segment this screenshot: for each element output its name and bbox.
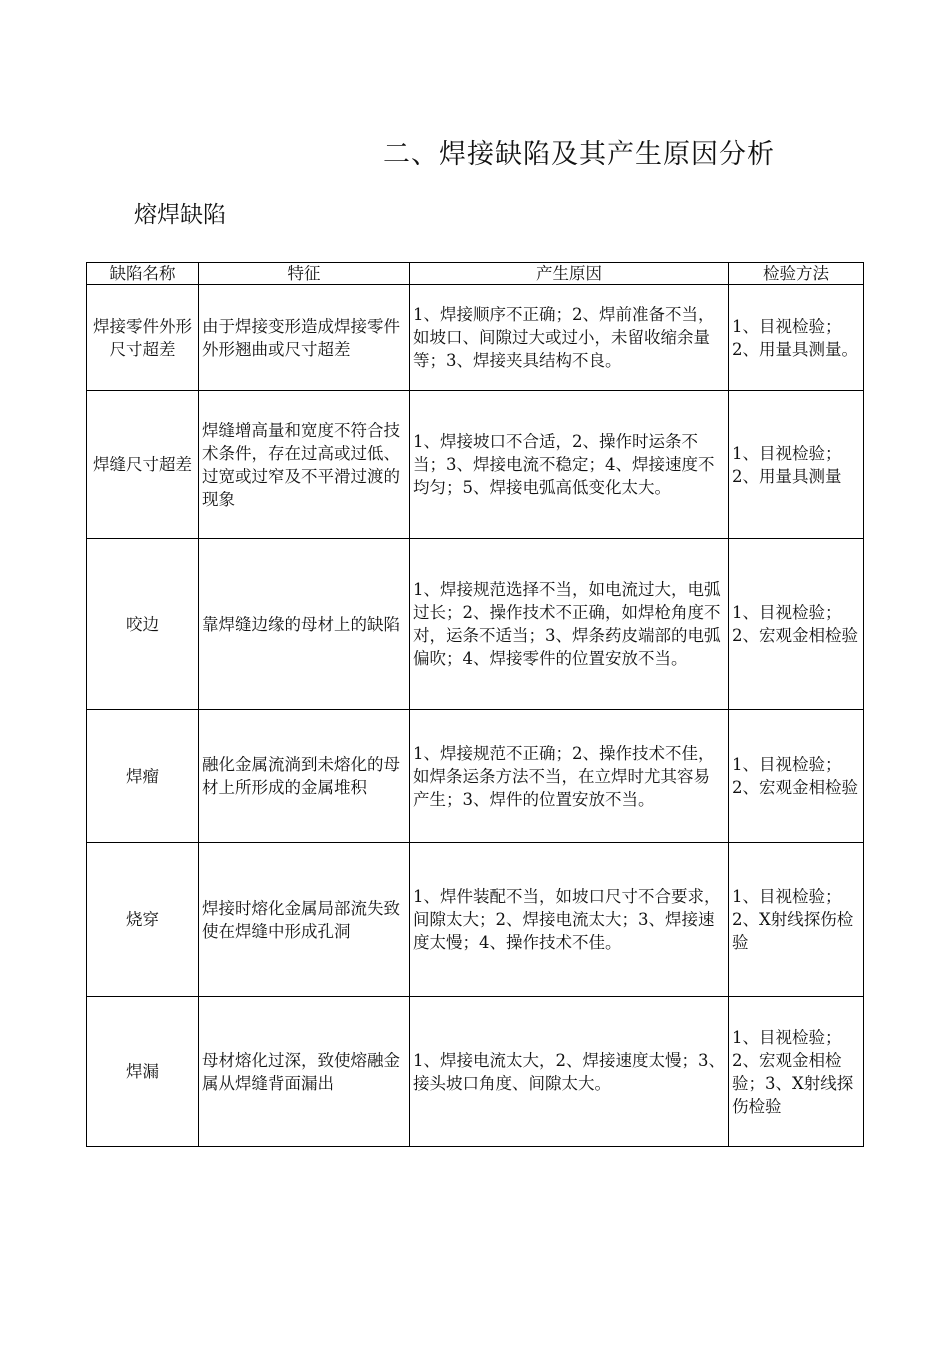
cell-defect-name: 焊漏 [87, 997, 199, 1147]
cell-feature: 融化金属流淌到未熔化的母材上所形成的金属堆积 [199, 710, 410, 843]
cell-feature: 靠焊缝边缘的母材上的缺陷 [199, 539, 410, 710]
cell-feature: 焊缝增高量和宽度不符合技术条件，存在过高或过低、过宽或过窄及不平滑过渡的现象 [199, 391, 410, 539]
table-row [87, 285, 864, 391]
table-row [87, 843, 864, 997]
cell-cause: 1、焊接规范选择不当，如电流过大，电弧过长；2、操作技术不正确，如焊枪角度不对，运条不适当；3、焊条药皮端部的电弧偏吹；4、焊接零件的位置安放不当。 [410, 539, 729, 710]
header-method: 检验方法 [729, 263, 864, 285]
cell-cause: 1、焊接电流太大，2、焊接速度太慢；3、接头坡口角度、间隙太大。 [410, 997, 729, 1147]
page-title: 二、焊接缺陷及其产生原因分析 [383, 139, 775, 170]
table-header-row [87, 263, 864, 285]
cell-cause: 1、焊接顺序不正确；2、焊前准备不当，如坡口、间隙过大或过小，未留收缩余量等；3、焊接夹具结构不良。 [410, 285, 729, 391]
table-row [87, 539, 864, 710]
cell-cause: 1、焊接坡口不合适，2、操作时运条不当；3、焊接电流不稳定；4、焊接速度不均匀；5、焊接电弧高低变化太大。 [410, 391, 729, 539]
cell-cause: 1、焊接规范不正确；2、操作技术不佳，如焊条运条方法不当，在立焊时尤其容易产生；3、焊件的位置安放不当。 [410, 710, 729, 843]
cell-method: 1、目视检验；2、用量具测量。 [729, 285, 864, 391]
cell-defect-name: 烧穿 [87, 843, 199, 997]
cell-cause: 1、焊件装配不当，如坡口尺寸不合要求，间隙太大；2、焊接电流太大；3、焊接速度太慢；4、操作技术不佳。 [410, 843, 729, 997]
cell-method: 1、目视检验；2、宏观金相检验；3、X射线探伤检验 [729, 997, 864, 1147]
table-row [87, 710, 864, 843]
cell-method: 1、目视检验；2、用量具测量 [729, 391, 864, 539]
cell-defect-name: 焊瘤 [87, 710, 199, 843]
header-cause: 产生原因 [410, 263, 729, 285]
cell-defect-name: 焊接零件外形尺寸超差 [87, 285, 199, 391]
section-subtitle: 熔焊缺陷 [134, 202, 226, 228]
cell-defect-name: 焊缝尺寸超差 [87, 391, 199, 539]
cell-defect-name: 咬边 [87, 539, 199, 710]
cell-method: 1、目视检验；2、宏观金相检验 [729, 539, 864, 710]
defect-table [86, 262, 864, 1147]
table-row [87, 391, 864, 539]
header-defect-name: 缺陷名称 [87, 263, 199, 285]
cell-feature: 由于焊接变形造成焊接零件外形翘曲或尺寸超差 [199, 285, 410, 391]
table-row [87, 997, 864, 1147]
cell-feature: 母材熔化过深，致使熔融金属从焊缝背面漏出 [199, 997, 410, 1147]
header-feature: 特征 [199, 263, 410, 285]
cell-method: 1、目视检验；2、宏观金相检验 [729, 710, 864, 843]
cell-method: 1、目视检验；2、X射线探伤检验 [729, 843, 864, 997]
cell-feature: 焊接时熔化金属局部流失致使在焊缝中形成孔洞 [199, 843, 410, 997]
